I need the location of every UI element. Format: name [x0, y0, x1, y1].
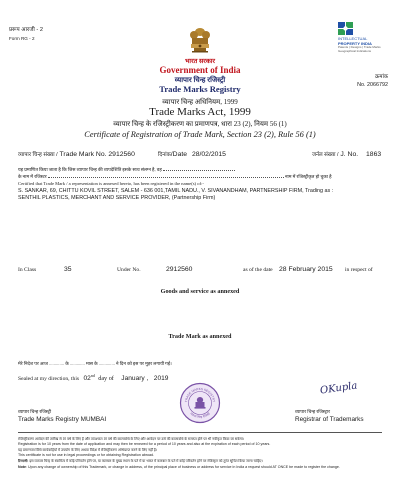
journal-label: J. No. — [340, 151, 359, 158]
date-label: /Date — [170, 151, 188, 158]
year-value: 2019 — [153, 374, 169, 382]
footer-right-hindi: व्यापार चिन्ह रजिस्ट्रार — [295, 409, 330, 414]
registry-title-hindi: व्यापार चिन्ह रजिस्ट्री — [174, 76, 226, 84]
journal-row — [312, 151, 381, 159]
date-value: 28/02/2015 — [191, 151, 226, 158]
under-no-value: 2912560 — [166, 266, 193, 273]
in-respect-of: in respect of — [345, 267, 373, 273]
ip-india-logo-icon — [338, 22, 354, 36]
tm-value: 2912560 — [108, 151, 135, 158]
note-line-4 — [18, 465, 384, 469]
cert-hindi-line2: के नाम में रजिस्टर — [18, 174, 47, 179]
note-line-2: This certificate is not for use in legal proceedings or for obtaining Registration abroad. — [18, 453, 155, 457]
note-label: Note — [18, 465, 26, 469]
as-of-date-value: 28 February 2015 — [279, 266, 333, 273]
note-line-2-hindi: यह प्रमाणपत्र विधि कार्यवाहियों में उपयोग के लिए अथवा विदेश में रजिस्ट्रीकरण अभिप्राप्त करने के लिए नहीं है। — [18, 448, 158, 452]
ip-india-logo-line3: Patents | Designs | Trade Marks — [338, 45, 381, 49]
tm-label: Trade Mark No. — [59, 151, 107, 158]
registrar-signature: OKupla — [319, 380, 359, 397]
sealed-text-hindi: मेरे निदेश पर आज ............. के ............. मास के .............. ने दिन को इस पर मुहर लगायी गई। — [18, 361, 172, 366]
form-number: Form RG - 2 — [9, 36, 35, 41]
as-of-date-label: as of the date — [243, 267, 273, 273]
under-no-label: Under No. — [117, 267, 141, 273]
act-title-hindi: व्यापार चिन्ह अधिनियम, 1999 — [162, 98, 238, 106]
note-hindi-text: : इस व्यापार चिन्ह के स्वामित्व में कोई परिवर्तन होने पर, या कारबार के मुख्य स्थान के पते में या भारत में कारबार के पते में कोई परिवर्तन होने पर रजिस्ट्रार को तुरंत सूचित किया जाना चाहिए। — [27, 459, 263, 463]
in-class-label: In Class — [18, 267, 37, 273]
dotted-blank — [163, 170, 235, 171]
sealed-prefix: Sealed at my direction, this — [18, 375, 80, 382]
official-seal-icon — [179, 382, 221, 424]
dotted-blank-2 — [48, 177, 284, 178]
certificate-title: Certificate of Registration of Trade Mark, Section 23 (2), Rule 56 (1) — [84, 130, 316, 139]
day-of: day of — [98, 374, 114, 382]
notes-divider — [18, 432, 382, 433]
national-emblem-icon — [187, 26, 213, 56]
note-line-3-hindi — [18, 459, 384, 463]
seal-ring-text-hindi: व्यापार चिन्ह रजिस्ट्री — [189, 411, 211, 420]
date-row — [158, 151, 226, 159]
sealed-row — [18, 372, 168, 383]
footer-left: Trade Marks Registry MUMBAI — [18, 416, 107, 423]
proprietor-line-2: SENTHIL PLASTICS, MERCHANT AND SERVICE PROVIDER, (Partnership Firm) — [18, 195, 216, 201]
ip-india-logo-line2: PROPERTY INDIA — [338, 40, 372, 46]
trade-mark-annexed: Trade Mark as annexed — [168, 333, 232, 340]
day-suffix: nd — [90, 373, 95, 378]
cert-text-hindi-2 — [18, 174, 382, 180]
note-line-1-hindi: रजिस्ट्रीकरण आवेदन की तारीख से 10 वर्ष के लिए है और तत्पश्चात 10 वर्ष की कालावधि के लिए और आवेदन पर उसे की कालावधि के समाप्त होने पर भी नवीकृत किया जा सकेगा। — [18, 437, 245, 441]
seal-ring-text: TRADE MARKS REGISTRY — [184, 386, 216, 403]
gov-title-hindi: भारत सरकार — [184, 58, 216, 65]
footer-left-hindi: व्यापार चिन्ह रजिस्ट्री — [18, 409, 52, 414]
registry-title: Trade Marks Registry — [159, 84, 241, 94]
certificate-title-hindi: व्यापार चिन्ह के रजिस्ट्रीकरण का प्रमाणपत्र, धारा 23 (2), नियम 56 (1) — [113, 120, 287, 128]
note-line-1: Registration is for 10 years from the date of application and may then be renewed for a period of 10 years and also at the expiration of each period of 10 years. — [18, 442, 271, 446]
proprietor-line-1: S. SANKAR, 69, CHITTU KOVIL STREET, SALEM - 636 001,TAMIL NADU., V. SIVANANDHAM, PARTNERSHIP FIRM, Trading as : — [18, 188, 334, 194]
form-number-hindi: प्ररूप आरजी - 2 — [9, 27, 43, 33]
month-value: January , — [121, 374, 149, 382]
note-hindi-label: टिप्पणी — [18, 459, 28, 463]
cert-text-english: Certified that Trade Mark / a representation is annexed hereto, has been registered in the name(s) of:- — [18, 181, 204, 186]
gov-title: Government of India — [159, 65, 241, 75]
cert-hindi-line2-end: नाम में रजिस्ट्रीकृत हो चुका है — [284, 174, 332, 179]
cert-hindi-line1: यह प्रमाणित किया जाता है कि जिस व्यापार चिन्ह की व्यपदेशिति इसके साथ संलग्न है, वह — [18, 167, 162, 172]
cert-text-hindi — [18, 167, 378, 173]
journal-label-hindi: जर्नल संख्या / — [312, 152, 339, 158]
footer-right: Registrar of Trademarks — [295, 416, 364, 423]
note-text: : Upon any change of ownership of this Trademark, or change in address, of the principal place of business or address for service in India a request should AT ONCE be made to register the change. — [26, 465, 340, 469]
trade-mark-number-row — [18, 151, 135, 159]
ip-india-logo-line1: INTELLECTUAL — [338, 36, 368, 41]
date-label-hindi: दिनांक — [158, 152, 171, 158]
ip-india-logo-line4: Geographical Indications — [338, 48, 372, 53]
tm-label-hindi: व्यापार चिन्ह संख्या / — [18, 152, 58, 158]
day-value: 02 — [83, 374, 91, 382]
journal-value: 1863 — [366, 151, 382, 158]
class-value: 35 — [64, 266, 72, 273]
serial-number: No. 2066792 — [357, 82, 388, 88]
act-title: Trade Marks Act, 1999 — [149, 106, 251, 118]
goods-and-services: Goods and service as annexed — [160, 288, 240, 295]
serial-label-hindi: क्रमांक — [375, 74, 388, 80]
